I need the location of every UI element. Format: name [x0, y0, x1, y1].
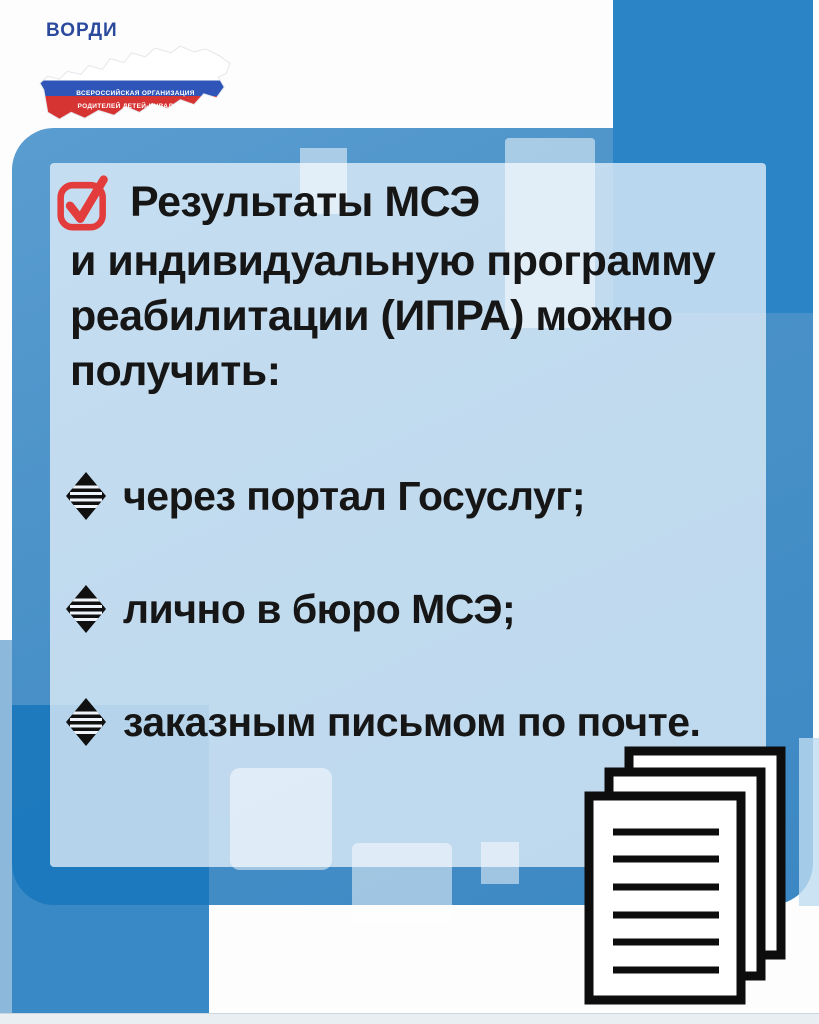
heading-line: и индивидуальную программу [70, 237, 716, 285]
decorative-rect [352, 843, 452, 923]
striped-diamond-icon [66, 698, 106, 746]
logo-org-name: ВОРДИ [46, 20, 118, 41]
heading-block [56, 170, 776, 399]
list-item-text: через портал Госуслуг; [123, 472, 585, 519]
right-accent-patch [799, 738, 819, 906]
list-item [66, 581, 812, 637]
logo-map-label-1: ВСЕРОССИЙСКАЯ ОРГАНИЗАЦИЯ [76, 90, 195, 97]
decorative-rect [230, 768, 332, 870]
footer-strip [0, 1013, 819, 1024]
russia-map-tricolor-icon [38, 44, 233, 130]
striped-diamond-icon [66, 472, 106, 520]
logo-map-label-2: РОДИТЕЛЕЙ ДЕТЕЙ-ИНВАЛИДОВ [77, 103, 194, 110]
heading-line: получить: [70, 347, 281, 395]
heading-line: реабилитации (ИПРА) можно [70, 292, 673, 340]
list-item-text: лично в бюро МСЭ; [123, 585, 516, 632]
list-item [66, 468, 812, 524]
checkbox-checked-icon [56, 171, 112, 233]
vordi-logo [38, 20, 233, 130]
list-item-text: заказным письмом по почте. [123, 698, 701, 745]
heading-line: Результаты МСЭ [130, 177, 480, 226]
left-accent-strip [0, 640, 12, 1013]
documents-stack-icon [583, 742, 787, 1008]
striped-diamond-icon [66, 585, 106, 633]
decorative-rect [481, 842, 519, 884]
options-list [66, 468, 812, 750]
